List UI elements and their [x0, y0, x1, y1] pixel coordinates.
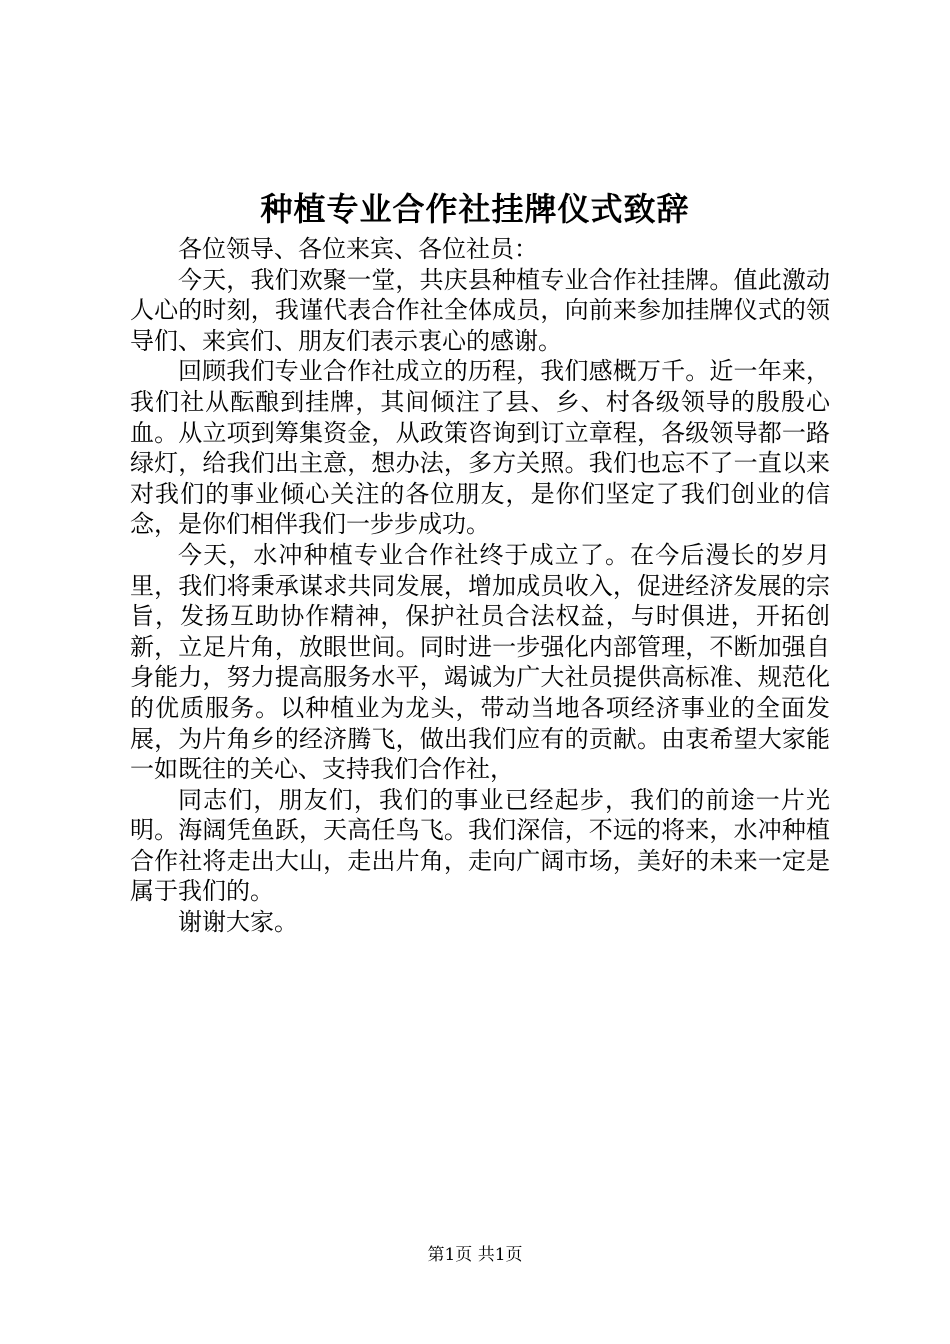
- salutation: 各位领导、各位来宾、各位社员：: [178, 235, 538, 263]
- paragraph-future: 今天，水冲种植专业合作社终于成立了。在今后漫长的岁月里，我们将秉承谋求共同发展，增加成员收入，促进经济发展的宗旨，发扬互助协作精神，保护社员合法权益，与时俱进，开拓创新，立足片角，放眼世间。同时进一步强化内部管理，不断加强自身能力，努力提高服务水平，竭诚为广大社员提供高标准、规范化的优质服务。以种植业为龙头，带动当地各项经济事业的全面发展，为片角乡的经济腾飞，做出我们应有的贡献。由衷希望大家能一如既往的关心、支持我们合作社，: [130, 540, 830, 784]
- paragraph-history: 回顾我们专业合作社成立的历程，我们感概万千。近一年来，我们社从酝酿到挂牌，其间倾注了县、乡、村各级领导的殷殷心血。从立项到筹集资金，从政策咨询到订立章程，各级领导都一路绿灯，给我们出主意，想办法，多方关照。我们也忘不了一直以来对我们的事业倾心关注的各位朋友，是你们坚定了我们创业的信念，是你们相伴我们一步步成功。: [130, 357, 830, 539]
- paragraph-thanks: 谢谢大家。: [178, 908, 298, 937]
- paragraph-welcome: 今天，我们欢聚一堂，共庆县种植专业合作社挂牌。值此激动人心的时刻，我谨代表合作社全体成员，向前来参加挂牌仪式的领导们、来宾们、朋友们表示衷心的感谢。: [130, 265, 830, 355]
- paragraph-closing: 同志们，朋友们，我们的事业已经起步，我们的前途一片光明。海阔凭鱼跃，天高任鸟飞。我们深信，不远的将来，水冲种植合作社将走出大山，走出片角，走向广阔市场，美好的未来一定是属于我们的。: [130, 785, 830, 906]
- page-number-footer: 第1页 共1页: [427, 1245, 523, 1265]
- document-body: [130, 234, 830, 938]
- document-title: 种植专业合作社挂牌仪式致辞: [260, 190, 690, 228]
